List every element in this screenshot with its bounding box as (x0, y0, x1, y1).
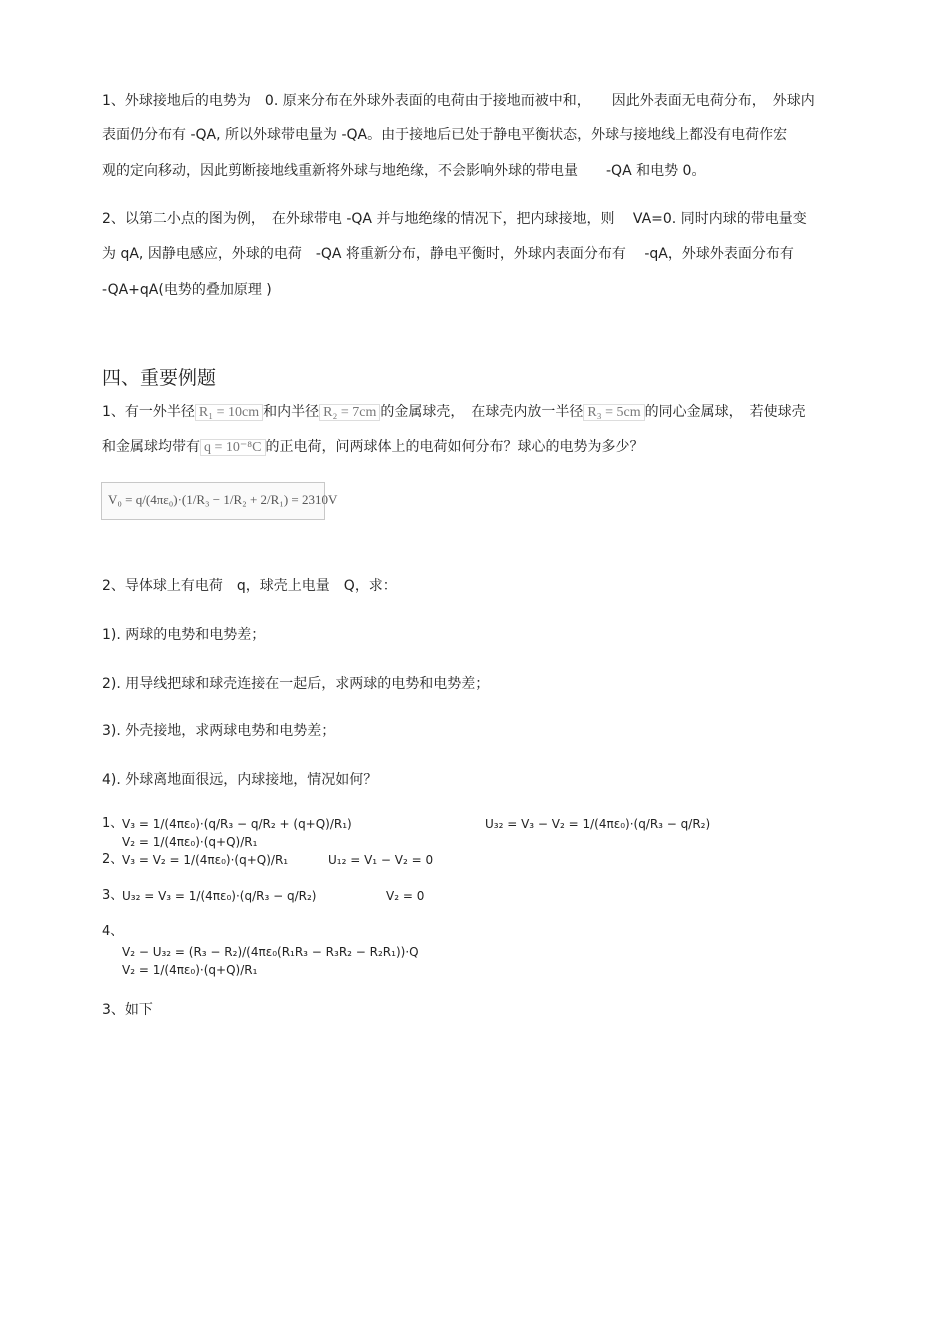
ex1-text-e: 和金属球均带有 (102, 439, 200, 455)
ex1-line2 (102, 438, 644, 457)
para2-line1: 2、以第二小点的图为例， 在外球带电 -QA 并与地绝缘的情况下，把内球接地，则 VA=0. 同时内球的带电量变 (102, 211, 807, 227)
ex2-item-4: 4). 外球离地面很远，内球接地，情况如何？ (102, 772, 378, 788)
ex1-line1 (102, 403, 806, 422)
para2-line2: 为 qA, 因静电感应，外球的电荷 -QA 将重新分布，静电平衡时，外球内表面分布有 -qA，外球外表面分布有 (102, 246, 794, 262)
sol3-v: V₂ = 0 (386, 889, 425, 903)
ex1-text-d: 的同心金属球， 若使球壳 (644, 404, 806, 420)
answer-formula: V₀ = q/(4πε₀)·(1/R₃ − 1/R₂ + 2/R₁) = 2310V (108, 492, 338, 507)
ex1-text-a: 1、有一外半径 (102, 404, 195, 420)
sol4-u: V₂ − U₃₂ = (R₃ − R₂)/(4πε₀(R₁R₃ − R₃R₂ − R₂R₁))·Q (122, 945, 419, 959)
sol1-label: 1、 (102, 816, 124, 831)
ex1-text-b: 和内半径 (263, 404, 320, 420)
ex1-text-f: 的正电荷，问两球体上的电荷如何分布？球心的电势为多少？ (265, 439, 644, 455)
r2-formula: R₂ = 7cm (319, 404, 380, 421)
para1-line3: 观的定向移动，因此剪断接地线重新将外球与地绝缘，不会影响外球的带电量 -QA 和电势 0。 (102, 163, 706, 179)
sol1-v3: V₃ = 1/(4πε₀)·(q/R₃ − q/R₂ + (q+Q)/R₁) (122, 817, 352, 831)
para1-line2: 表面仍分布有 -QA, 所以外球带电量为 -QA。由于接地后已处于静电平衡状态，外球与接地线上都没有电荷作宏 (102, 127, 788, 143)
sol3-label: 3、 (102, 888, 124, 903)
ex3-text: 3、如下 (102, 1002, 153, 1018)
section-heading: 四、重要例题 (102, 367, 217, 389)
ex2-item-2: 2). 用导线把球和球壳连接在一起后，求两球的电势和电势差； (102, 676, 490, 692)
sol4-label: 4、 (102, 924, 124, 939)
ex2-item-3: 3). 外壳接地，求两球电势和电势差； (102, 723, 336, 739)
sol4-v: V₂ = 1/(4πε₀)·(q+Q)/R₁ (122, 963, 258, 977)
r3-formula: R₃ = 5cm (583, 404, 644, 421)
ex2-intro: 2、导体球上有电荷 q，球壳上电量 Q，求： (102, 578, 397, 594)
ex2-item-1: 1). 两球的电势和电势差； (102, 627, 266, 643)
ex1-text-c: 的金属球壳， 在球壳内放一半径 (380, 404, 584, 420)
sol1-v2: V₂ = 1/(4πε₀)·(q+Q)/R₁ (122, 835, 258, 849)
q-formula: q = 10⁻⁸C (200, 439, 266, 456)
sol2-v: V₃ = V₂ = 1/(4πε₀)·(q+Q)/R₁ (122, 853, 289, 867)
para2-line3: -QA+qA(电势的叠加原理 ) (102, 282, 272, 298)
r1-formula: R₁ = 10cm (195, 404, 263, 421)
sol1-u32: U₃₂ = V₃ − V₂ = 1/(4πε₀)·(q/R₃ − q/R₂) (485, 817, 711, 831)
sol2-label: 2、 (102, 852, 124, 867)
sol2-u: U₁₂ = V₁ − V₂ = 0 (328, 853, 434, 867)
para1-line1: 1、外球接地后的电势为 0. 原来分布在外球外表面的电荷由于接地而被中和， 因此外表面无电荷分布， 外球内 (102, 93, 815, 109)
answer-formula-image (101, 482, 338, 520)
sol3-u: U₃₂ = V₃ = 1/(4πε₀)·(q/R₃ − q/R₂) (122, 889, 317, 903)
